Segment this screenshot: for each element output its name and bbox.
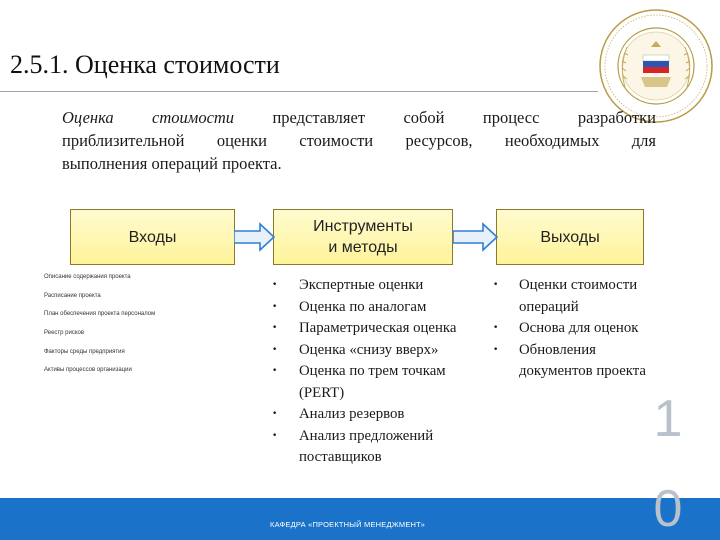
bullet-icon: • xyxy=(272,280,278,290)
bullet-icon: • xyxy=(493,344,499,355)
list-item: • Оценки стоимости операций xyxy=(493,277,638,315)
definition-line-1-text: представляет собой процесс разработки xyxy=(234,108,656,127)
list-item: • Параметрическая оценка xyxy=(299,318,499,340)
definition-term: Оценка стоимости xyxy=(62,108,235,127)
outputs-title: Выходы xyxy=(540,228,600,246)
inputs-title: Входы xyxy=(128,228,177,246)
list-item: • Оценка «снизу вверх» xyxy=(299,340,499,362)
list-item: • Анализ резервов xyxy=(299,404,499,426)
list-item: • Основа для оценок xyxy=(519,318,679,340)
bullet-icon: • xyxy=(493,280,499,290)
bullet-icon: • xyxy=(272,409,278,419)
list-item: • Обновления документов проекта xyxy=(493,341,646,379)
bullet-icon: • xyxy=(272,323,278,333)
page-number-digit: 0 xyxy=(653,480,683,538)
page-number xyxy=(648,374,688,540)
list-item: Расписание проекта xyxy=(44,292,101,299)
list-item: Активы процессов организации xyxy=(44,367,132,374)
list-item: • Экспертные оценки xyxy=(299,275,499,297)
page-number-digit: 1 xyxy=(653,390,683,448)
bullet-icon: • xyxy=(272,430,278,441)
title-underline xyxy=(0,91,598,92)
definition-line-1 xyxy=(62,106,656,129)
list-item: План обеспечения проекта персоналом xyxy=(44,311,156,318)
footer-bar xyxy=(0,498,720,540)
outputs-list xyxy=(493,275,679,383)
arrow-right-icon xyxy=(453,222,499,252)
inputs-box xyxy=(70,209,235,265)
bullet-icon: • xyxy=(272,366,278,376)
bullet-icon: • xyxy=(272,301,278,312)
footer-text: КАФЕДРА «ПРОЕКТНЫЙ МЕНЕДЖМЕНТ» xyxy=(270,520,425,529)
outputs-box xyxy=(496,209,644,265)
bullet-icon: • xyxy=(493,323,499,333)
list-item: • Анализ предложений поставщиков xyxy=(272,427,434,465)
inputs-list xyxy=(44,272,244,384)
definition-paragraph xyxy=(62,106,656,175)
list-item: Описание содержания проекта xyxy=(44,274,131,280)
arrow-right-icon xyxy=(234,222,276,252)
list-item: Реестр рисков xyxy=(44,330,85,337)
tools-list xyxy=(272,275,499,469)
slide-title: 2.5.1. Оценка стоимости xyxy=(10,50,280,79)
bullet-icon: • xyxy=(272,344,278,355)
list-item: • Оценка по трем точкам (PERT) xyxy=(272,363,446,401)
definition-line-2: приблизительной оценки стоимости ресурсов, необходимых для xyxy=(62,131,656,150)
definition-line-3: выполнения операций проекта. xyxy=(62,154,282,173)
tools-title-line-1: Инструменты xyxy=(313,218,413,235)
list-item: • Оценка по аналогам xyxy=(299,297,499,319)
list-item: Факторы среды предприятия xyxy=(44,348,125,355)
tools-box xyxy=(273,209,453,265)
tools-title-line-2: и методы xyxy=(328,239,398,256)
